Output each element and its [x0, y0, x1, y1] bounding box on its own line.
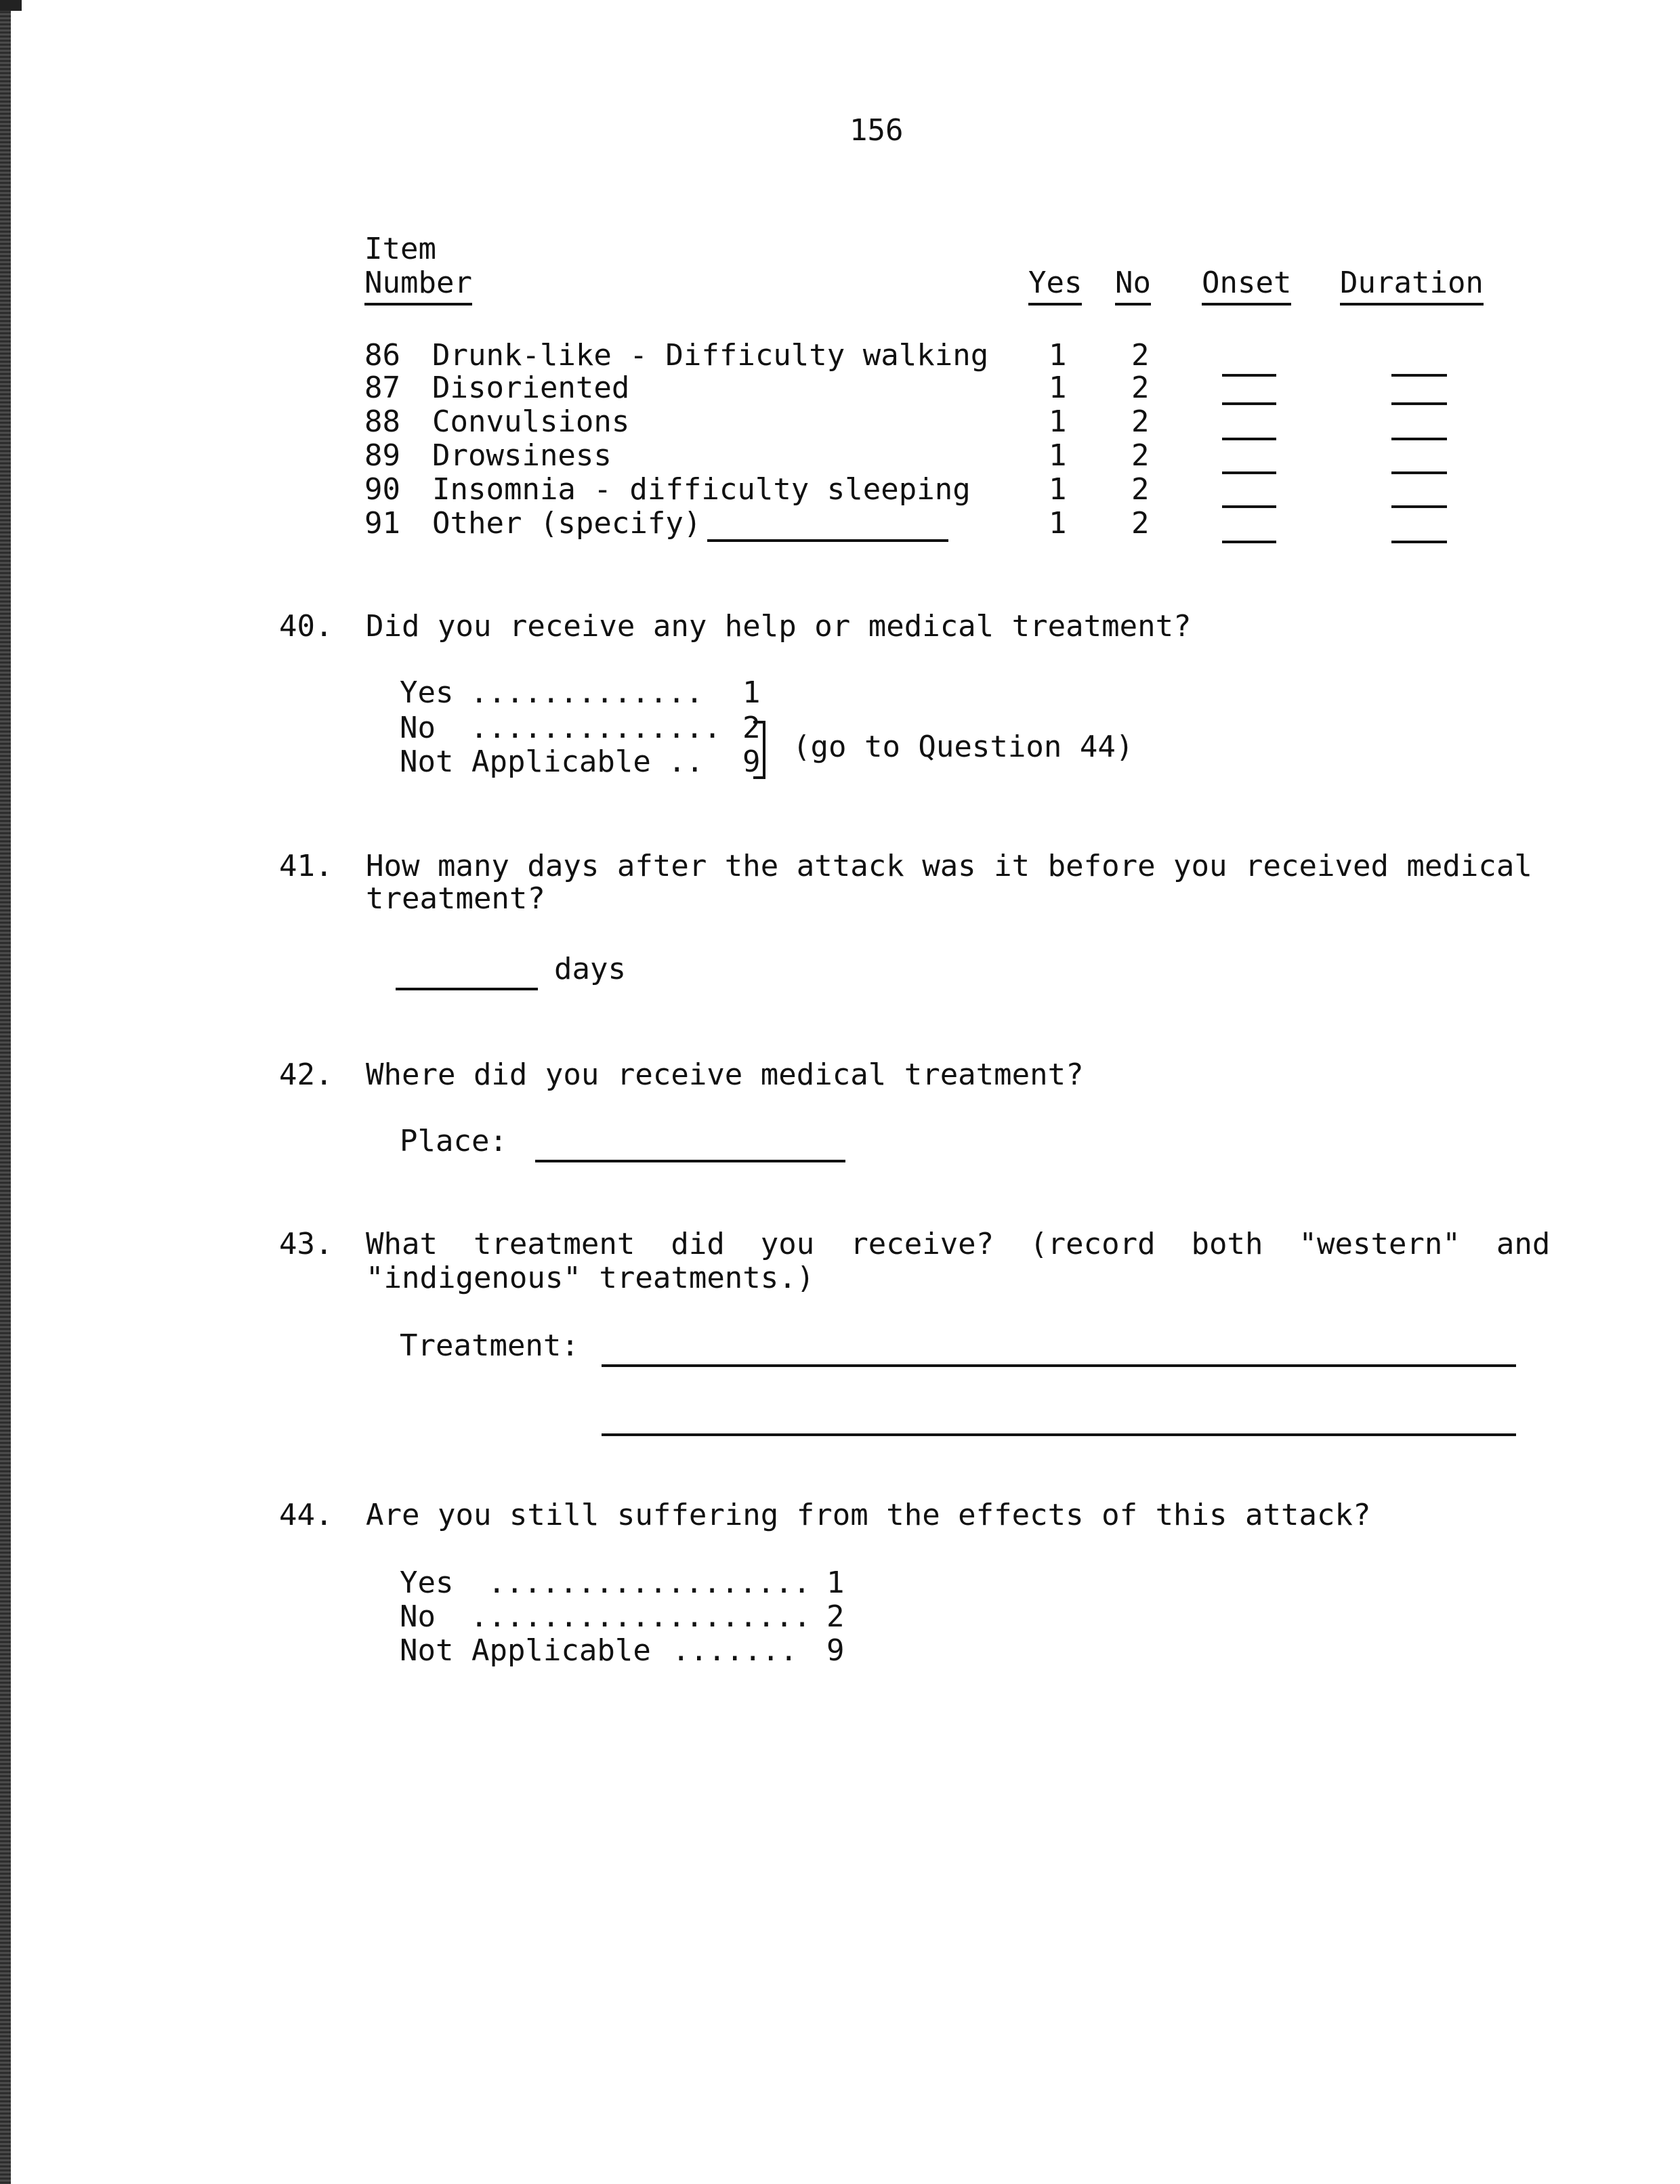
specify-field[interactable] — [707, 539, 948, 542]
header-duration: Duration — [1340, 266, 1484, 306]
q44-number: 44. — [279, 1498, 333, 1532]
q41-unit: days — [554, 952, 626, 986]
header-item-line2: Number — [364, 266, 472, 306]
item-label: Insomnia - difficulty sleeping — [432, 472, 971, 507]
q40-option-label: No — [400, 711, 436, 745]
page-binding-edge — [0, 0, 11, 2184]
q40-text: Did you receive any help or medical treatment? — [366, 609, 1192, 644]
onset-field[interactable] — [1222, 505, 1276, 508]
header-yes: Yes — [1028, 266, 1082, 306]
item-label: Drunk-like - Difficulty walking — [432, 338, 989, 373]
duration-field-extra[interactable] — [1391, 541, 1447, 543]
header-item-line1: Item — [364, 232, 436, 266]
yes-code: 1 — [1049, 438, 1067, 473]
item-number: 87 — [364, 371, 400, 405]
q44-option-dots: ................... — [470, 1599, 812, 1634]
q44-option-label: No — [400, 1599, 436, 1634]
q40-option-code: 2 — [742, 711, 761, 745]
no-code: 2 — [1131, 371, 1150, 405]
place-field[interactable] — [535, 1160, 845, 1162]
onset-field[interactable] — [1222, 471, 1276, 474]
item-number: 91 — [364, 506, 400, 541]
yes-code: 1 — [1049, 404, 1067, 439]
q43-field-label: Treatment: — [400, 1328, 579, 1363]
duration-field[interactable] — [1391, 374, 1447, 377]
q44-option-label: Yes — [400, 1566, 454, 1600]
q40-option-code: 9 — [742, 744, 761, 779]
item-number: 88 — [364, 404, 400, 439]
q40-option-label: Yes — [400, 675, 454, 710]
q44-option-label: Not Applicable — [400, 1633, 651, 1668]
item-label: Other (specify) — [432, 506, 702, 541]
item-number: 89 — [364, 438, 400, 473]
header-no: No — [1115, 266, 1151, 306]
item-label: Drowsiness — [432, 438, 612, 473]
item-label: Disoriented — [432, 371, 630, 405]
q40-option-dots: .. — [668, 744, 704, 779]
days-field[interactable] — [396, 988, 538, 990]
no-code: 2 — [1131, 472, 1150, 507]
item-label: Convulsions — [432, 404, 630, 439]
duration-field[interactable] — [1391, 402, 1447, 405]
q41-text-line2: treatment? — [366, 881, 545, 916]
q40-option-dots: .............. — [470, 711, 721, 745]
yes-code: 1 — [1049, 338, 1067, 373]
q41-number: 41. — [279, 849, 333, 883]
no-code: 2 — [1131, 404, 1150, 439]
duration-field[interactable] — [1391, 438, 1447, 440]
q44-option-dots: .................. — [488, 1566, 811, 1600]
item-number: 86 — [364, 338, 400, 373]
q42-number: 42. — [279, 1057, 333, 1092]
q44-option-dots: ....... — [672, 1633, 798, 1668]
q44-option-code: 1 — [826, 1566, 845, 1600]
q43-text-line2: "indigenous" treatments.) — [366, 1261, 815, 1295]
q43-number: 43. — [279, 1227, 333, 1261]
header-onset: Onset — [1202, 266, 1291, 306]
duration-field[interactable] — [1391, 471, 1447, 474]
yes-code: 1 — [1049, 371, 1067, 405]
q40-number: 40. — [279, 609, 333, 644]
q44-option-code: 9 — [826, 1633, 845, 1668]
q44-text: Are you still suffering from the effects of this attack? — [366, 1498, 1371, 1532]
onset-field[interactable] — [1222, 438, 1276, 440]
page-number: 156 — [849, 113, 904, 148]
page-binding-corner — [0, 0, 22, 11]
q44-option-code: 2 — [826, 1599, 845, 1634]
q40-option-dots: ............. — [470, 675, 704, 710]
treatment-field-line2[interactable] — [602, 1433, 1516, 1436]
q42-text: Where did you receive medical treatment? — [366, 1057, 1084, 1092]
onset-field[interactable] — [1222, 402, 1276, 405]
q42-field-label: Place: — [400, 1124, 507, 1158]
q40-skip-note: (go to Question 44) — [793, 730, 1134, 764]
q40-option-label: Not Applicable — [400, 744, 651, 779]
treatment-field-line1[interactable] — [602, 1364, 1516, 1367]
onset-field[interactable] — [1222, 374, 1276, 377]
no-code: 2 — [1131, 338, 1150, 373]
q41-text-line1: How many days after the attack was it before you received medical — [366, 849, 1532, 883]
item-number: 90 — [364, 472, 400, 507]
yes-code: 1 — [1049, 472, 1067, 507]
skip-bracket — [753, 721, 765, 779]
onset-field-extra[interactable] — [1222, 541, 1276, 543]
q43-text-line1: What treatment did you receive? (record both "western" and — [366, 1227, 1551, 1261]
yes-code: 1 — [1049, 506, 1067, 541]
duration-field[interactable] — [1391, 505, 1447, 508]
no-code: 2 — [1131, 438, 1150, 473]
no-code: 2 — [1131, 506, 1150, 541]
q40-option-code: 1 — [742, 675, 761, 710]
